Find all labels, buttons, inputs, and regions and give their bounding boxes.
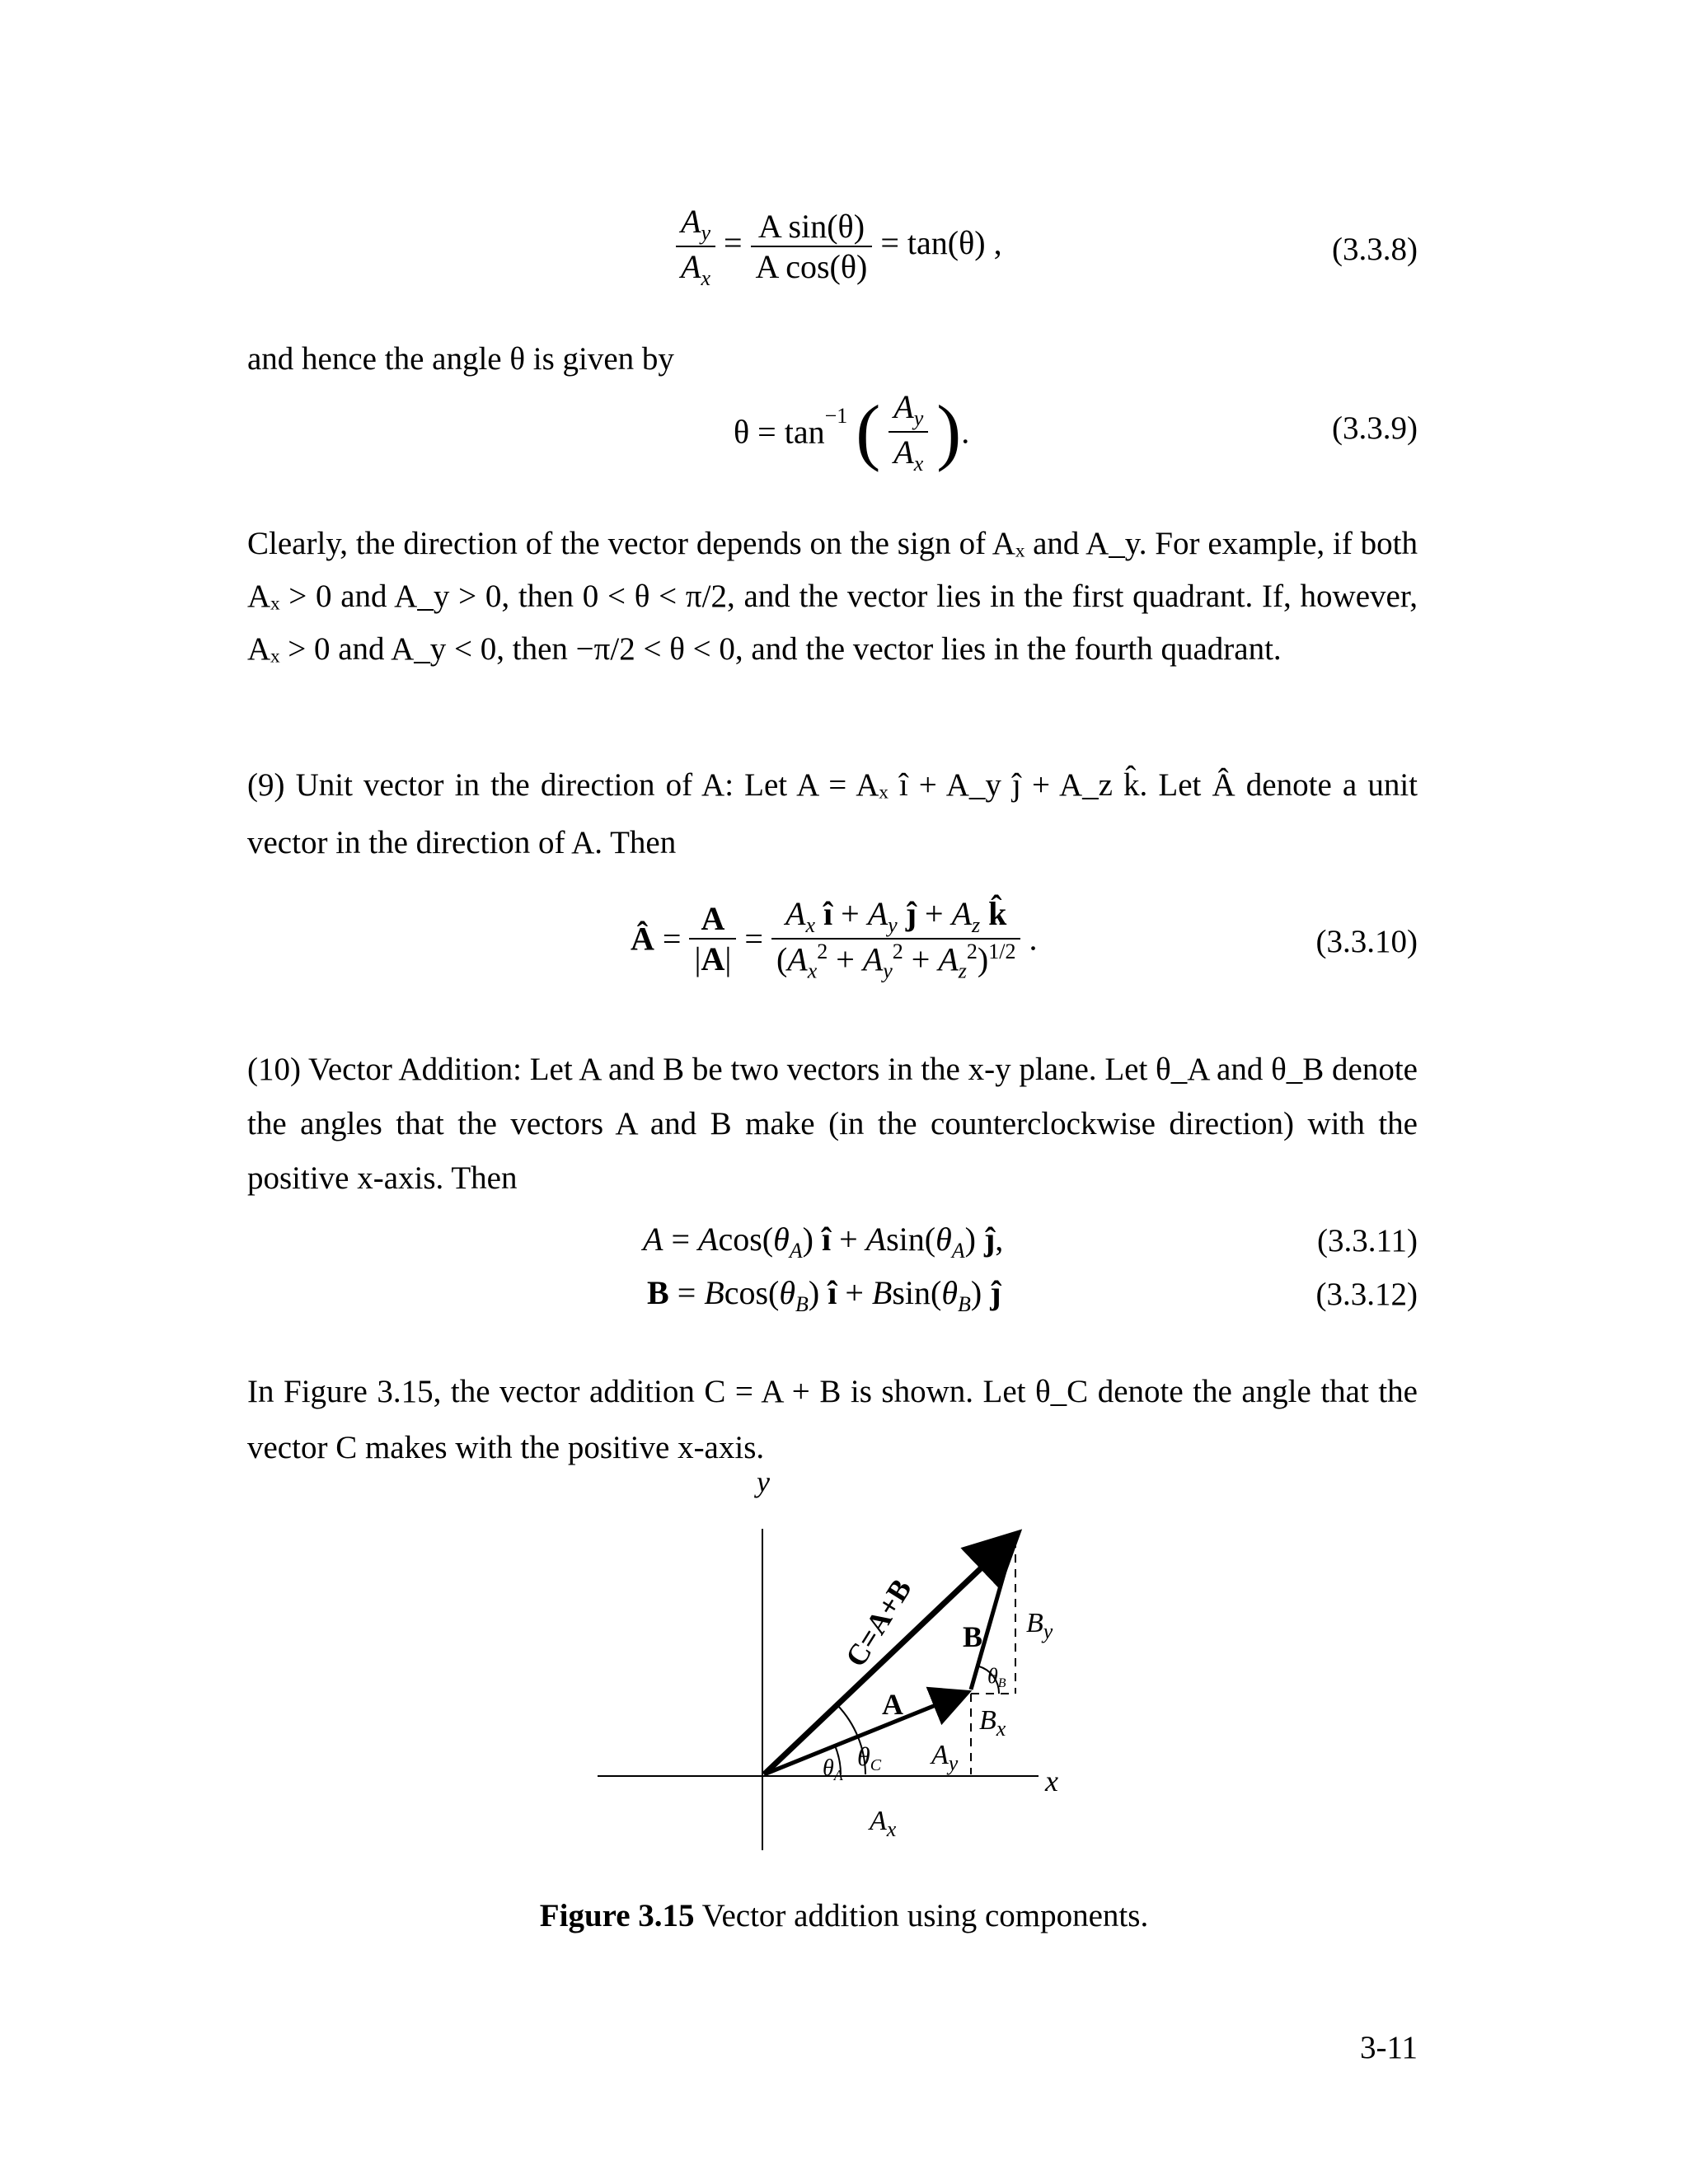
equation-number-3-3-9: (3.3.9)	[1332, 410, 1418, 446]
y-axis-label: y	[757, 1467, 770, 1498]
label-theta-a: $\theta_A$	[823, 1755, 843, 1783]
label-vector-a: A	[882, 1688, 903, 1721]
paragraph-figure-reference: In Figure 3.15, the vector addition C = A + B is shown. Let θ_C denote the angle that the vector C makes with the positive x-axis.	[247, 1374, 1418, 1465]
equation-number-3-3-8: (3.3.8)	[1332, 232, 1418, 267]
paragraph-unit-vector: (9) Unit vector in the direction of A: Let A = Aₓ î + A_y ĵ + A_z k̂. Let Â denote a unit vector in the direction of A. Then	[247, 767, 1418, 860]
fraction-ay-ax: $\frac{A_y}{A_x}$	[676, 202, 715, 291]
equation-3-3-11: $A = Acos(\theta_A)$ î + $Asin(\theta_A)$ ĵ,	[643, 1221, 1004, 1263]
label-ay: $A_y$	[931, 1740, 959, 1775]
paragraph-direction: Clearly, the direction of the vector depends on the sign of Aₓ and A_y. For example, if both Aₓ > 0 and A_y > 0, then 0 < θ < π/2, and the vector lies in the first quadrant. If, however, Aₓ > 0 and A_y < 0, then −π/2 < θ < 0, and the vector lies in the fourth quadrant.	[247, 526, 1418, 667]
page-number: 3-11	[1359, 2030, 1418, 2065]
x-axis-label: x	[1045, 1765, 1058, 1797]
text-angle-intro: and hence the angle θ is given by	[247, 341, 674, 377]
figure-vector-addition	[577, 1467, 1121, 1863]
figure-caption-text: Vector addition using components.	[694, 1898, 1149, 1933]
fraction-ay-over-ax: $\frac{A_y}{A_x}$	[889, 387, 928, 476]
label-theta-b: θB	[987, 1664, 1006, 1690]
figure-caption-label: Figure 3.15	[539, 1898, 695, 1933]
fraction-sin-cos: $\frac{\text{A sin(θ)}}{\text{A cos(θ)}}$	[751, 207, 873, 286]
figure-caption	[0, 1897, 1688, 1934]
equation-number-3-3-10: (3.3.10)	[1315, 924, 1418, 959]
label-by: $B_y$	[1026, 1608, 1053, 1643]
equation-3-3-10: Â = $\frac{A}{|A|}$ = $\frac{A_x î + A_y ĵ + A_z k̂}{(A_x^2 + A_y^2 + A_z^2)^{1/2}}$ .	[631, 895, 1038, 983]
label-vector-b: B	[963, 1620, 983, 1653]
label-c-equals-a-plus-b: C=A+B	[838, 1572, 918, 1673]
label-theta-c: θC	[857, 1741, 882, 1774]
equation-3-3-12: $B = Bcos(\theta_B)$ î + $Bsin(\theta_B)$ ĵ	[647, 1274, 1001, 1316]
equation-number-3-3-12: (3.3.12)	[1315, 1277, 1418, 1312]
equation-3-3-8: $\frac{A_y}{A_x}$ = $\frac{\text{A sin(θ)}}{\text{A cos(θ)}}$ = tan(θ) ,	[676, 202, 1002, 291]
fraction-components-over-magnitude: $\frac{A_x î + A_y ĵ + A_z k̂}{(A_x^2 + A_y^2 + A_z^2)^{1/2}}$	[771, 894, 1021, 983]
equation-number-3-3-11: (3.3.11)	[1316, 1223, 1418, 1258]
fraction-a-over-norm: $\frac{A}{|A|}$	[689, 899, 736, 978]
paragraph-vector-addition: (10) Vector Addition: Let A and B be two vectors in the x-y plane. Let θ_A and θ_B denote the angles that the vectors A and B make (in the counterclockwise direction) with the positive x-axis. Then	[247, 1052, 1418, 1196]
equation-3-3-9: $\theta = \tan^{-1}$ ( $\frac{A_y}{A_x}$ ).	[734, 388, 970, 476]
label-bx: $B_x$	[979, 1705, 1006, 1741]
label-ax: $A_x$	[870, 1806, 897, 1841]
vector-c-arrow	[764, 1537, 1014, 1774]
